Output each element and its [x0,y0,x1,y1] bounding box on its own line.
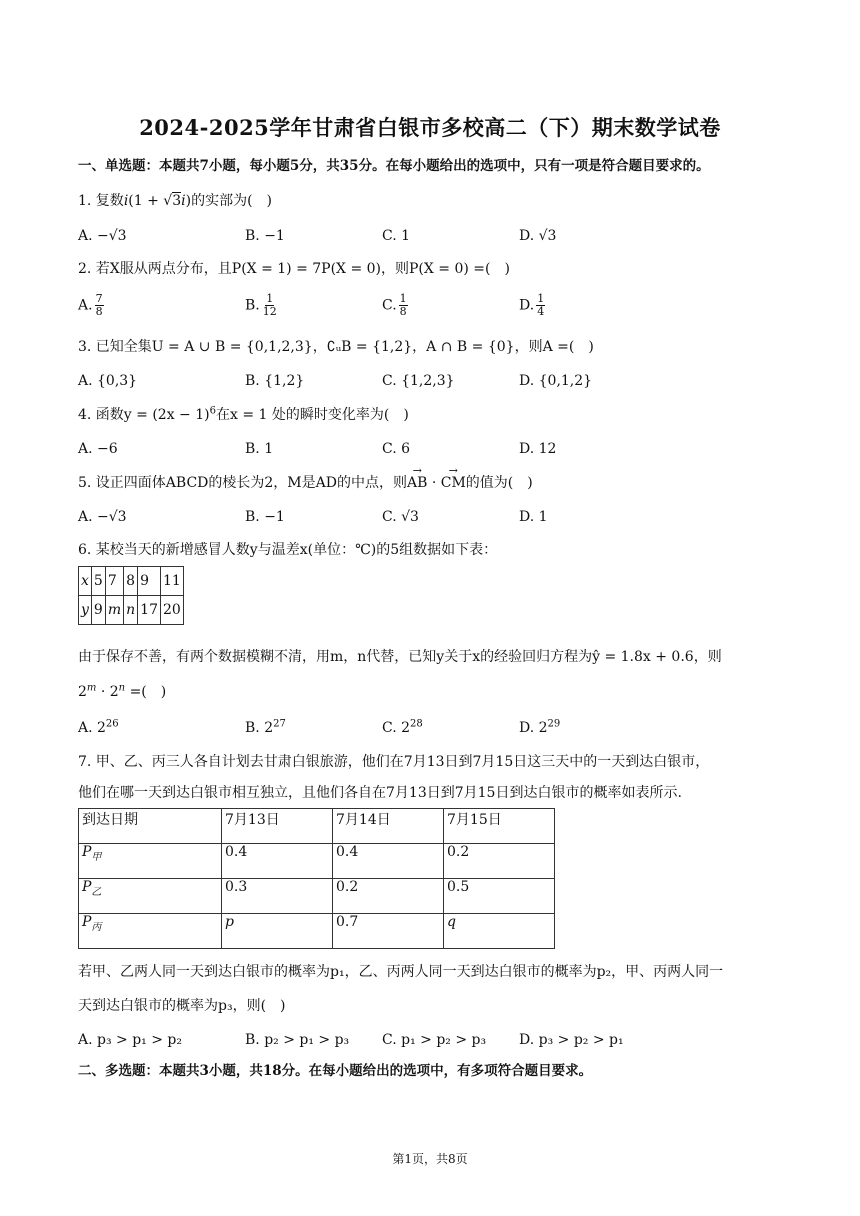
question-7-text-2: 他们在哪一天到达白银市相互独立，且他们各自在7月13日到7月15日到达白银市的概率如表所示. [78,785,682,801]
q5-option-d: D. 1 [519,509,548,525]
question-7-text-1: 7. 甲、乙、丙三人各自计划去甘肃白银旅游，他们在7月13日到7月15日这三天中的一天到达白银市， [78,754,710,770]
vector-cm: → CM [441,473,466,493]
q4-option-c: C. 6 [382,441,411,457]
question-2: 2. 若X服从两点分布，且P(X = 1) = 7P(X = 0)，则P(X = 0) =( ) [78,261,510,277]
q4-option-a: A. −6 [78,441,118,457]
page-title: 2024-2025学年甘肃省白银市多校高二（下）期末数学试卷 [139,115,721,140]
q6-data-table [78,566,184,625]
q6-option-d: D. $2^{29}$ [519,718,561,736]
question-6: 6. 某校当天的新增感冒人数y与温差x(单位：℃)的5组数据如下表： [78,542,498,558]
q3-option-a: A. {0,3} [78,373,138,389]
q1-option-b: B. −1 [245,228,285,244]
q5-option-c: C. √3 [382,509,419,525]
q1-option-c: C. 1 [382,228,411,244]
q1-option-d: D. √3 [519,228,557,244]
page-footer: 第1页，共8页 [392,1152,468,1166]
q7-probability-table [78,808,555,949]
section-heading-multi-choice: 二、多选题：本题共3小题，共18分。在每小题给出的选项中，有多项符合题目要求。 [78,1063,593,1079]
q6-option-b: B. $2^{27}$ [245,718,286,736]
table-row: x 5 7 8 9 11 [79,567,184,596]
q7-option-a: A. p₃ > p₁ > p₂ [78,1032,182,1048]
question-7-text-4: 天到达白银市的概率为p₃，则( ) [78,998,286,1014]
question-3: 3. 已知全集U = A ∪ B = {0,1,2,3}，∁ᵤB = {1,2}，A ∩ B = {0}，则A =( ) [78,339,594,355]
q7-option-c: C. p₁ > p₂ > p₃ [382,1032,487,1048]
section-heading-single-choice: 一、单选题：本题共7小题，每小题5分，共35分。在每小题给出的选项中，只有一项是符合题目要求的。 [78,158,710,174]
q1-option-a: A. −√3 [78,228,127,244]
q3-option-d: D. {0,1,2} [519,373,593,389]
q7-option-d: D. p₃ > p₂ > p₁ [519,1032,624,1048]
q6-option-a: A. $2^{26}$ [78,718,119,736]
q3-option-b: B. {1,2} [245,373,305,389]
table-row: $P_乙$ 0.3 0.2 0.5 [79,879,555,914]
q3-option-c: C. {1,2,3} [382,373,455,389]
vector-ab: → AB [407,473,427,493]
q4-option-b: B. 1 [245,441,274,457]
table-row: 到达日期 7月13日 7月14日 7月15日 [79,809,555,844]
question-1: 1. 复数i(1 + √3i)的实部为( ) [78,193,273,209]
question-1-text-b: 的实部为( ) [191,193,273,209]
table-row: $P_丙$ p 0.7 q [79,914,555,949]
q2-option-d: D. $\frac{1}{4}$ [519,292,545,318]
table-row: y 9 m n 17 20 [79,596,184,625]
q4-option-d: D. 12 [519,441,557,457]
q5-option-b: B. −1 [245,509,285,525]
q6-option-c: C. $2^{28}$ [382,718,423,736]
question-1-text-a: 1. 复数 [78,193,124,209]
question-7-text-3: 若甲、乙两人同一天到达白银市的概率为p₁，乙、丙两人同一天到达白银市的概率为p₂，甲、丙两人同一 [78,964,724,980]
question-6-text-3: $2^m \cdot 2^n$ =( ) [78,682,167,700]
q2-option-c: C. $\frac{1}{8}$ [382,292,407,318]
q2-option-b: B. $\frac{1}{12}$ [245,292,277,318]
q7-option-b: B. p₂ > p₁ > p₃ [245,1032,350,1048]
question-6-text-2: 由于保存不善，有两个数据模糊不清，用m，n代替，已知y关于x的经验回归方程为ŷ = 1.8x + 0.6，则 [78,649,722,665]
q5-option-a: A. −√3 [78,509,127,525]
table-row: $P_甲$ 0.4 0.4 0.2 [79,844,555,879]
question-4: 4. 函数$y = (2x - 1)^6$在x = 1 处的瞬时变化率为( ) [78,405,409,423]
q2-option-a: A. $\frac{7}{8}$ [78,292,103,318]
question-5: 5. 设正四面体ABCD的棱长为2，M是AD的中点，则→ AB · → CM的值为( ) [78,473,533,493]
